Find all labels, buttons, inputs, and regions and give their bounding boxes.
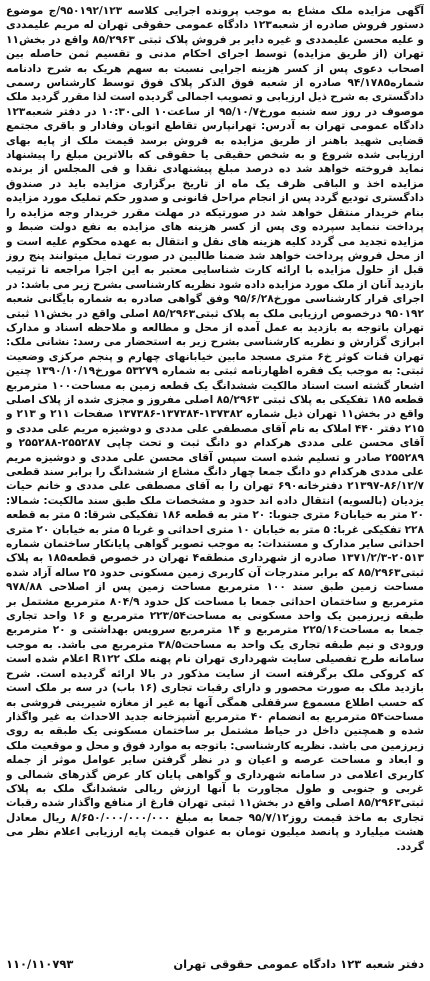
notice-footer <box>6 953 424 975</box>
auction-notice-body: آگهی مزایده ملک مشاع به موجب پرونده اجرایی کلاسه ۹۵۰۱۹۲/۱۲۳/ج موضوع دستور فروش صادره از شعبه۱۲۳ دادگاه عمومی حقوقی تهران له مریم علیمددی و علیه محسن علیمددی و غیره دایر بر فروش پلاک ثبتی ۸۵/۲۹۶۳ واقع در بخش۱۱ تهران (از طریق مزایده) توسط اجرای احکام مدنی و تقسیم ثمن حاصله بین اصحاب دعوی پس از کسر هزینه اجرایی نسبت به سهم هریک به شرح دادنامه شماره۹۴/۱۷۸۵ صادره از شعبه فوق الذکر پلاک فوق توسط کارشناس رسمی دادگستری به شرح ذیل ارزیابی و تصویب اجمالی گردیده است لذا مقرر گردید ملک موصوف در روز سه شنبه مورخ۹۵/۱۰/۷ از ساعت۱۰ الی۱۰:۳۰ در دفتر شعبه۱۲۳ دادگاه عمومی تهران به آدرس: تهرانپارس تقاطع اتوبان وفادار و باقری مجتمع قضایی شهید باهنر از طریق مزایده به فروش برسد قیمت ملک از پایه بهای ارزیابی شده شروع و به شخص حقیقی یا حقوقی که بالاترین مبلغ را پیشنهاد نماید فروخته خواهد شد ده درصد مبلغ پیشنهادی نقدا و فی المجلس از برنده مزایده اخذ و الباقی ظرف یک ماه از تاریخ برگزاری مزایده باید در صندوق دادگستری تودیع گردد پس از انجام مراحل قانونی و صدور حکم تملیک مورد مزایده بنام خریدار منتقل خواهد شد در صورتیکه در مهلت مقرر خریدار وجه مزایده را پرداخت ننماید سپرده وی پس از کسر هزینه های مزایده به نفع دولت ضبط و مزایده تجدید می گردد کلیه هزینه های نقل و انتقال به عهده محکوم علیه است و از محل فروش پرداخت خواهد شد ضمنا طالبین در صورت تمایل میتوانند پنج روز قبل از حلول مزایده با ارائه کارت شناسایی معتبر به این اجرا مراجعه تا ترتیب بازدید آنان از ملک مورد مزایده داده شود نظریه کارشناسی بشرح زیر می باشد: در اجرای قرار کارشناسی مورخ۹۵/۶/۲۸ وفق گواهی صادره به شماره بایگانی شعبه ۹۵۰۱۹۲ درخصوص ارزیابی ملک به پلاک ثبتی۸۵/۲۹۶۳ اصلی واقع در بخش۱۱ ثبتی تهران باتوجه به بازدید به عمل آمده از محل و مطالعه و ملاحظه اسناد و مدارک ابرازی گزارش و نظریه کارشناسی بشرح زیر به استحضار می رسد: نشانی ملک: تهران قنات کوثر خ۶ متری مسجد مابین خیابانهای چهارم و پنجم مرکزی وضعیت ثبتی: به موجب یک فقره اظهارنامه ثبتی به شماره ۵۳۲۷۹ مورخ۱۳۹۰/۱۰/۱۹ چنین اشعار گشته است اسناد مالکیت ششدانگ یک قطعه زمین به مساحت۱۰۰ مترمربع قطعه ۱۸۵ تفکیکی به پلاک ثبتی ۸۵/۲۹۶۳ اصلی مفروز و مجزی شده از پلاک اصلی واقع در بخش۱۱ تهران ذیل شماره ۱۳۷۳۸۲-۱۳۷۳۸۴-۱۳۷۳۸۶ صفحات ۲۱۱ و ۲۱۳ و ۲۱۵ دفتر ۴۴۰ املاک به نام آقای مصطفی علی مددی و دوشیزه مریم علی مددی و آقای محسن علی مددی هرکدام دو دانگ ثبت و تحت چاپی ۲۵۵۲۸۷-۲۵۵۲۸۸ و ۲۵۵۲۸۹ صادر و تسلیم شده است سپس آقای محسن علی مددی و دوشیزه مریم علی مددی هرکدام دو دانگ جمعا چهار دانگ مشاع از ششدانگ را برابر سند قطعی ۸۶/۱۲/۷-۲۱۳۹۷ دفترخانه۶۹۰ تهران را به آقای مصطفی علی مددی و خانم حیات یزدیان (بالسویه) انتقال داده اند حدود و مشخصات ملک طبق سند مالکیت: شمالا: ۲۰ متر به خیابان۶ متری جنوبا: ۲۰ متر به قطعه ۱۸۶ تفکیکی شرقا: ۵ متر به قطعه ۲۲۸ تفکیکی غربا: ۵ متر به خیابان ۱۰ متری احداثی و غربا ۵ متر به خیابان ۲۰ متری احداثی سایر مدارک و مستندات: به موجب تصویر گواهی پایانکار ساختمان شماره ۲۰۵۱۳-۱۳۷۱/۲/۳ صادره از شهرداری منطقه۴ تهران در خصوص قطعه۱۸۵ به پلاک ثبتی۸۵/۲۹۶۳ که برابر مندرجات آن کاربری زمین مسکونی حدود ۲۵ ساله آزاد شده مساحت زمین طبق سند ۱۰۰ مترمربع مساحت زمین پس از اصلاحی ۹۷۸/۸۸ مترمربع و ساختمان احداثی جمعا با مساحت کل حدود ۸۰۴/۹ مترمربع مشتمل بر طبقه زیرزمین یک واحد مسکونی به مساحت۲۲۳/۵۴ مترمربع و ۱۶ واحد تجاری جمعا به مساحت۲۲۵/۱۶ مترمربع و ۱۴ مترمربع سرویس بهداشتی و ۲۰ مترمربع ورودی و نیم طبقه تجاری یک واحد به مساحت۳۸/۵ مترمربع می باشد. به موجب سامانه طرح تفصیلی سایت شهرداری تهران نام پهنه ملک R۱۲۲ اعلام شده است که کروکی ملک برگرفته است از سایت مذکور در بالا ارائه گردیده است. شرح بازدید ملک به صورت محصور و دارای رقبات تجاری (۱۶ باب) در سه بر ملک است که حسب اطلاع مسموع سرقفلی همگی آنها به غیر از مغازه شیرینی فروشی به مساحت۵۴ مترمربع به انضمام ۴۰ مترمربع آشپزخانه جدید الاحداث به غیر واگذار شده و همچنین داخل در حیاط مشتمل بر ساختمان مسکونی یک طبقه به روی زیرزمین می باشد. نظریه کارشناسی: باتوجه به موارد فوق و محل و موقعیت ملک و ابعاد و مساحت عرصه و اعیان و در نظر گرفتن سایر عوامل موثر از جمله کاربری اعلامی در سامانه شهرداری و گواهی پایان کار عرض گذرهای شمالی و غربی و جنوبی و طول مجاورت با آنها ارزش ریالی ششدانگ ملک به پلاک ثبتی۸۵/۲۹۶۳ اصلی واقع در بخش۱۱ ثبتی تهران فارغ از منافع واگذار شده رقبات تجاری به ماخذ قیمت روز۹۵/۷/۱۲ جمعا به مبلغ ۸/۶۵۰/۰۰۰/۰۰۰/۰۰۰ ریال معادل هشت میلیارد و پانصد میلیون تومان به عنوان قیمت پایه ارزیابی اعلام نظر می گردد. <box>6 5 424 853</box>
issuer-office: دفتر شعبه ۱۲۳ دادگاه عمومی حقوقی تهران <box>173 957 424 971</box>
notice-code: ۱۱۰/۱۱۰۷۹۳ <box>6 957 74 971</box>
